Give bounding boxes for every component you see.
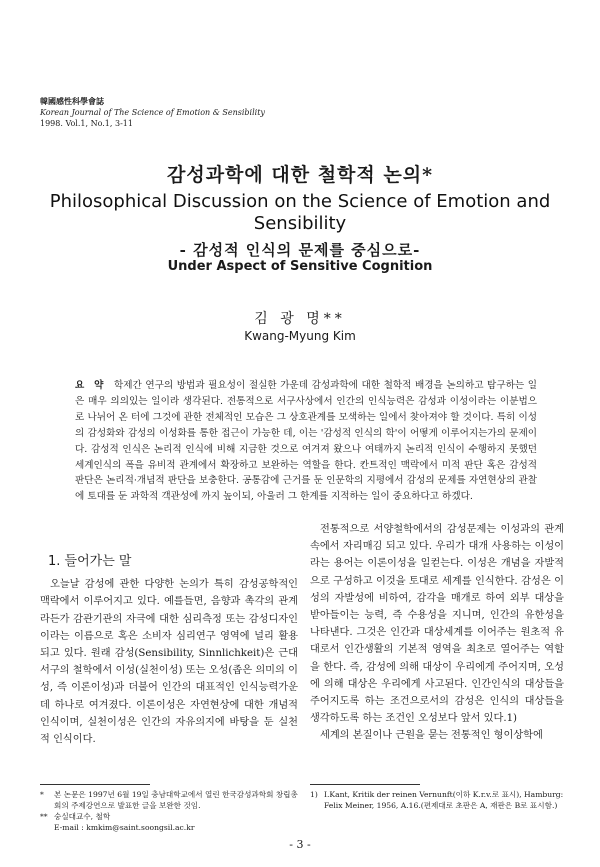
subtitle-english: Under Aspect of Sensitive Cognition: [167, 259, 433, 274]
journal-citation: 1998. Vol.1, No.1, 3-11: [40, 119, 133, 128]
footnote-divider: [310, 784, 420, 785]
footnote-item: [310, 789, 564, 811]
abstract-label: 요 약: [75, 380, 107, 391]
page-number: - 3 -: [289, 838, 311, 851]
right-column: [310, 521, 564, 745]
subtitle-korean: - 감성적 인식의 문제를 중심으로-: [179, 241, 421, 259]
title-english: Philosophical Discussion on the Science of Emotion and Sensibility: [49, 191, 551, 234]
footnote-text: 본 논문은 1997년 6월 19일 충남대학교에서 열린 한국감성과학회 창립총회의 주제강연으로 발표한 글을 보완한 것임.: [54, 790, 298, 810]
footnote-item: [40, 789, 298, 811]
journal-name-en: Korean Journal of The Science of Emotion & Sensibility: [40, 108, 265, 117]
author-korean: 김 광 명**: [254, 311, 346, 327]
paragraph-3: 세계의 본질이나 근원을 묻는 전통적인 형이상학에: [320, 730, 543, 742]
abstract: [75, 378, 537, 505]
footnotes-right: [310, 784, 564, 811]
abstract-text: 학제간 연구의 방법과 필요성이 절실한 가운데 감성과학에 대한 철학적 배경을 논의하고 탐구하는 일은 매우 의의있는 일이라 생각된다. 전통적으로 서구사상에서 인간의 인식능력은 감성과 이성이라는 이분법으로 나뉘어 온 터에 그것에 관한 전체적인 모습은 그 상호관계를 모색하는 일에서 찾아져야 할 것이다. 특히 이성의 감성화와 감성의 이성화를 통한 접근이 가능한 데, 이는 '감성적 인식의 학'이 어떻게 이루어지는가의 문제이다. 감성적 인식은 논리적 인식에 비해 지금한 것으로 여겨져 왔으나 여태까지 논리적 인식이 수행하지 못했던 세계인식의 폭을 유비적 관계에서 확장하고 보완하는 역할을 한다. 칸트적인 맥락에서 미적 판단 혹은 감성적 판단은 논리적·개념적 판단을 보충한다. 공통감에 근거를 둔 인문학의 지평에서 감성의 문제를 자연현상의 관찰에 토대를 둔 과학적 객관성에 까지 높이되, 아울러 그 한계를 지적하는 일이 중요하다고 하겠다.: [75, 380, 537, 503]
footnote-email: [40, 822, 298, 833]
section-heading: 1. 들어가는 말: [48, 554, 132, 569]
author-english: Kwang-Myung Kim: [244, 329, 356, 343]
journal-name-ko: 韓國感性科學會誌: [40, 96, 104, 106]
footnote-mark: *: [40, 790, 44, 799]
journal-header: [40, 96, 265, 129]
footnote-text: E-mail : kmkim@saint.soongsil.ac.kr: [54, 823, 195, 832]
footnote-mark: 1): [310, 790, 318, 799]
footnote-divider: [40, 784, 150, 785]
paragraph-2: 전통적으로 서양철학에서의 감성문제는 이성과의 관계속에서 자리매김 되고 있다. 우리가 대개 사용하는 이성이라는 용어는 이론이성을 일컫는다. 이성은 개념을 자발적으로 구성하고 이것을 토대로 세계를 인식한다. 감성은 이성의 자발성에 비하여, 감각을 매개로 하여 외부 대상을 받아들이는 능력, 즉 수용성을 지니며, 인간의 유한성을 나타낸다. 그것은 인간과 대상세계를 이어주는 원초적 유대로서 인간생활의 기본적 영역을 최초로 열어주는 역할을 한다. 즉, 감성에 의해 대상이 우리에게 주어지며, 오성에 의해 대상은 우리에게 사고된다. 인간인식의 대상들을 주어지도록 하는 조건으로서의 감성은 인식의 대상들을 생각하도록 하는 조건인 오성보다 앞서 있다.1): [310, 524, 564, 725]
footnote-mark: **: [40, 812, 48, 821]
title-korean: 감성과학에 대한 철학적 논의*: [166, 164, 434, 186]
footnote-text: 숭실대교수, 철학: [54, 812, 111, 821]
left-column: [40, 553, 298, 748]
footnotes-left: [40, 784, 298, 833]
footnote-text: I.Kant, Kritik der reinen Vernunft(이하 K.r.v.로 표시), Hamburg: Felix Meiner, 1956, A.16.(편제대로 초판은 A, 재판은 B로 표시함.): [324, 790, 564, 810]
footnote-item: [40, 811, 298, 822]
paragraph-1: 오늘날 감성에 관한 다양한 논의가 특히 감성공학적인 맥락에서 이루어지고 있다. 예를들면, 음향과 촉각의 관계라든가 감관기관의 자극에 대한 심리측정 또는 감성디자인이라는 이름으로 혹은 소비자 심리연구 영역에 널리 활용되고 있다. 원래 감성(Sensibility, Sinnlichkeit)은 근대 서구의 철학에서 이성(실천이성) 또는 오성(좁은 의미의 이성, 즉 이론이성)과 더불어 인간의 대표적인 인식능력가운데 하나로 여겨졌다. 이론이성은 자연현상에 대한 개념적 인식이며, 실천이성은 인간의 자유의지에 바탕을 둔 실천적 인식이다.: [40, 579, 298, 746]
